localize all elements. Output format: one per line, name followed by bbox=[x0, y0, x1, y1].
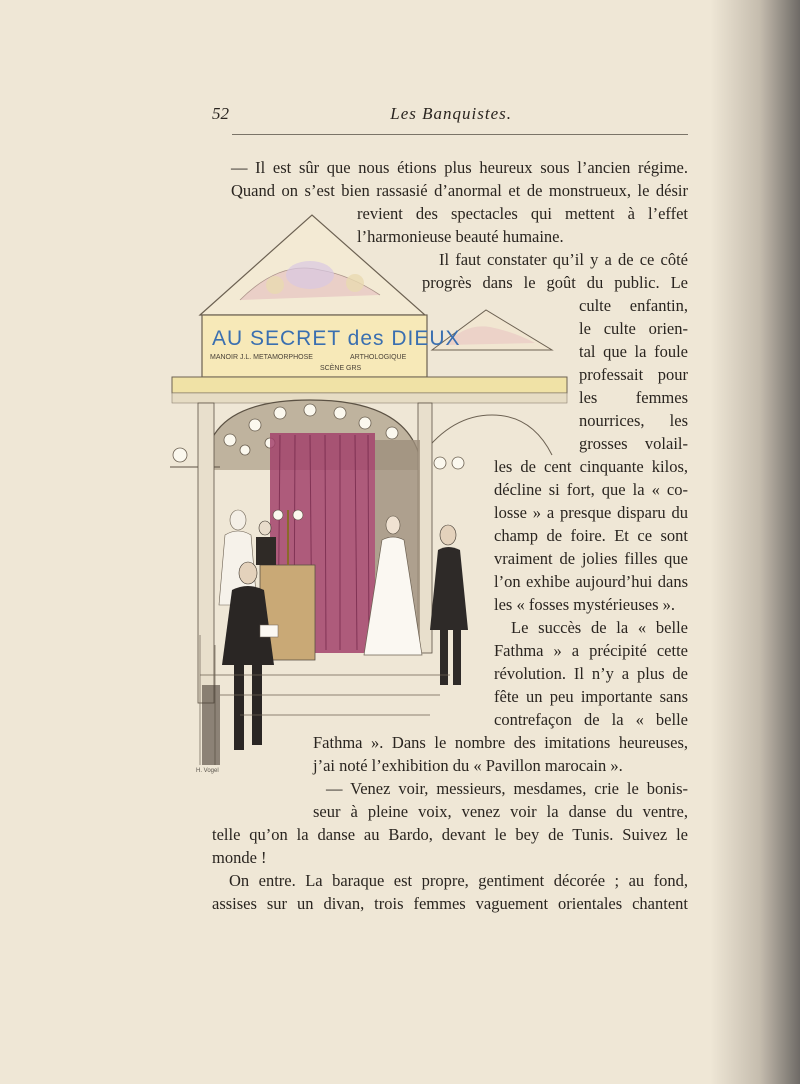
text-line: les de cent cinquante kilos, bbox=[494, 457, 688, 476]
text-line: l’harmonieuse beauté humaine. bbox=[357, 227, 564, 246]
text-line: Le succès de la « belle bbox=[511, 618, 688, 637]
text-line: revient des spectacles qui mettent à l’effet bbox=[357, 204, 688, 223]
running-header bbox=[212, 104, 688, 124]
sign-sub-left: MANOIR J.L. METAMORPHOSE bbox=[210, 354, 313, 361]
text-line: — Il est sûr que nous étions plus heureux sous l’ancien régime. bbox=[231, 158, 688, 177]
text-line: vraiment de jolies filles que bbox=[494, 549, 688, 568]
text-line: les « fosses mystérieuses ». bbox=[494, 595, 676, 614]
text-line: seur à pleine voix, venez voir la danse du ventre, bbox=[313, 802, 688, 821]
text-line: professait pour bbox=[579, 365, 688, 384]
sign-sub-bottom: SCÈNE GRS bbox=[320, 365, 362, 372]
text-line: On entre. La baraque est propre, gentiment décorée ; au fond, bbox=[229, 871, 688, 890]
text-line: assises sur un divan, trois femmes vaguement orientales chantent bbox=[212, 894, 688, 913]
text-line: tal que la foule bbox=[579, 342, 688, 361]
page-gutter-shadow bbox=[710, 0, 800, 1084]
text-line: culte enfantin, bbox=[579, 296, 688, 315]
text-line: losse » a presque disparu du bbox=[494, 503, 688, 522]
page-number: 52 bbox=[212, 104, 229, 123]
text-line: l’on exhibe aujourd’hui dans bbox=[494, 572, 688, 591]
text-line: nourrices, les bbox=[579, 411, 688, 430]
text-line: contrefaçon de la « belle bbox=[494, 710, 688, 729]
text-line: telle qu’on la danse au Bardo, devant le bey de Tunis. Suivez le bbox=[212, 825, 688, 844]
text-line: champ de foire. Et ce sont bbox=[494, 526, 688, 545]
text-line: Il faut constater qu’il y a de ce côté bbox=[439, 250, 688, 269]
text-line: monde ! bbox=[212, 848, 267, 867]
text-line: le culte orien- bbox=[579, 319, 688, 338]
text-line: Fathma » a précipité cette bbox=[494, 641, 688, 660]
sign-sub-right: ARTHOLOGIQUE bbox=[350, 354, 407, 361]
text-line: progrès dans le goût du public. Le bbox=[422, 273, 688, 292]
text-line: Quand on s’est bien rassasié d’anormal et de monstrueux, le désir bbox=[231, 181, 688, 200]
running-title: Les Banquistes. bbox=[390, 104, 512, 123]
text-line: Fathma ». Dans le nombre des imitations heureuses, bbox=[313, 733, 688, 752]
text-line: — Venez voir, messieurs, mesdames, crie le bonis- bbox=[326, 779, 688, 798]
text-line: révolution. Il n’y a plus de bbox=[494, 664, 688, 683]
text-line: les femmes bbox=[579, 388, 688, 407]
text-line: décline si fort, que la « co- bbox=[494, 480, 688, 499]
header-rule bbox=[232, 134, 688, 135]
text-line: grosses volail- bbox=[579, 434, 688, 453]
text-line: j’ai noté l’exhibition du « Pavillon marocain ». bbox=[313, 756, 623, 775]
sign-main-text: AU SECRET des DIEUX bbox=[212, 327, 461, 350]
artist-signature: H. Vogel bbox=[196, 768, 219, 774]
text-line: fête un peu importante sans bbox=[494, 687, 688, 706]
